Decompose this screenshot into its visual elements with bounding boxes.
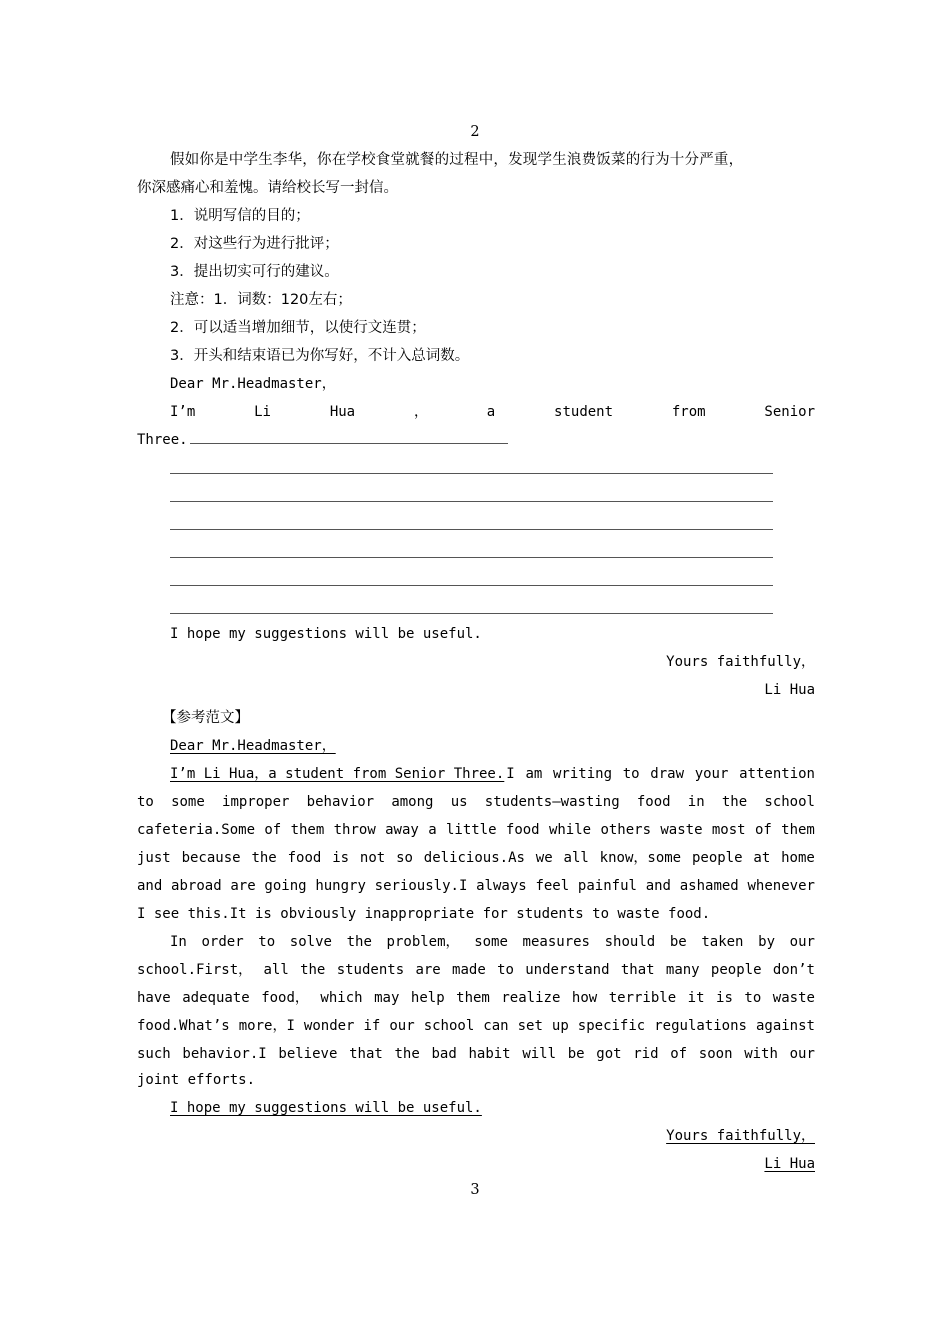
word: measures: [522, 934, 590, 950]
writing-line[interactable]: [170, 557, 773, 558]
sample-heading: 【参考范文】: [162, 710, 249, 726]
word: how: [571, 990, 598, 1006]
word: In: [170, 934, 187, 950]
word: your: [694, 766, 729, 782]
word: terrible: [608, 990, 677, 1006]
word: know，some: [599, 850, 682, 866]
word: all: [263, 962, 289, 978]
writing-line[interactable]: [170, 529, 773, 530]
word: more，I: [238, 1018, 295, 1034]
word: throw: [333, 822, 376, 838]
word: from: [671, 404, 706, 420]
word: such: [137, 1046, 171, 1062]
prompt-paragraph-line: 你深感痛心和羞愧。请给校长写一封信。: [137, 180, 398, 196]
word: among: [391, 794, 434, 810]
writing-line[interactable]: [170, 501, 773, 502]
word: adequate: [182, 990, 250, 1006]
word: not: [359, 850, 386, 866]
word: seriously.I: [374, 878, 468, 894]
word: to: [622, 766, 640, 782]
word: hungry: [315, 878, 366, 894]
word: them: [290, 822, 325, 838]
word: soon: [698, 1046, 733, 1062]
essay-line: [137, 984, 815, 1012]
word: people: [691, 850, 743, 866]
word: to: [497, 962, 514, 978]
word: is: [716, 990, 733, 1006]
word: writing: [553, 766, 613, 782]
word: behavior.I: [182, 1046, 267, 1062]
word: some: [171, 794, 205, 810]
word: rid: [633, 1046, 659, 1062]
essay-line: [137, 816, 815, 844]
word: going: [264, 878, 307, 894]
word: waste: [660, 822, 703, 838]
word: at: [753, 850, 771, 866]
word: up: [551, 1018, 569, 1034]
word: got: [596, 1046, 622, 1062]
word: can: [483, 1018, 509, 1034]
word: by: [758, 934, 775, 950]
word: with: [744, 1046, 778, 1062]
template-opening-end: [137, 426, 508, 454]
word: most: [711, 822, 746, 838]
word: understand: [525, 962, 610, 978]
sample-signoff-row: [137, 1122, 815, 1150]
sample-name-row: [137, 1150, 815, 1178]
word: painful: [577, 878, 637, 894]
requirement-item: 3．提出切实可行的建议。: [170, 264, 339, 280]
word: food: [636, 794, 671, 810]
word: Senior: [764, 404, 815, 420]
note-item: 2．可以适当增加细节，以使行文连贯；: [170, 320, 426, 336]
word: a: [486, 404, 496, 420]
word: the: [346, 934, 372, 950]
word: and: [645, 878, 671, 894]
word: I: [506, 766, 515, 782]
essay-line: [137, 956, 815, 984]
word: will: [522, 1046, 557, 1062]
word: have: [137, 990, 171, 1006]
word: the: [721, 794, 748, 810]
writing-blank[interactable]: [190, 429, 508, 444]
word: all: [563, 850, 589, 866]
word: many: [665, 962, 700, 978]
essay-line: [137, 872, 815, 900]
word: is: [332, 850, 350, 866]
sample-p1-first-line-rest: [506, 760, 815, 788]
template-closing: I hope my suggestions will be useful.: [170, 626, 482, 642]
word: our: [789, 1046, 815, 1062]
word: cafeteria.Some: [137, 822, 256, 838]
word: that: [620, 962, 655, 978]
word: a: [428, 822, 437, 838]
word: our: [789, 934, 815, 950]
word: students—wasting: [484, 794, 620, 810]
word: some: [474, 934, 508, 950]
word: I’m: [170, 404, 196, 420]
sample-closing: I hope my suggestions will be useful.: [170, 1100, 482, 1116]
essay-line: [137, 1012, 815, 1040]
word: food，: [261, 990, 309, 1006]
sample-name: Li Hua: [764, 1156, 815, 1172]
word: ，: [413, 404, 428, 420]
template-opening-line: [170, 398, 815, 426]
word: are: [415, 962, 441, 978]
word: help: [410, 990, 445, 1006]
word: of: [670, 1046, 688, 1062]
sample-p2-last-line: joint efforts.: [137, 1072, 256, 1088]
word: food: [287, 850, 322, 866]
word: feel: [535, 878, 570, 894]
word: wonder: [303, 1018, 355, 1034]
word: behavior: [306, 794, 375, 810]
word: them: [456, 990, 490, 1006]
requirement-item: 1．说明写信的目的；: [170, 208, 310, 224]
sample-p1-first-line: [170, 760, 815, 788]
word: the: [394, 1046, 420, 1062]
essay-line: [137, 788, 815, 816]
word: solve: [289, 934, 332, 950]
template-signoff: Yours faithfully，: [666, 654, 815, 670]
word: it: [687, 990, 705, 1006]
word: the: [300, 962, 326, 978]
writing-line[interactable]: [170, 613, 773, 614]
essay-line: [137, 844, 815, 872]
word: to: [137, 794, 154, 810]
word: we: [535, 850, 553, 866]
sample-salutation: Dear Mr.Headmaster，: [170, 738, 336, 754]
word: should: [604, 934, 656, 950]
word: students: [336, 962, 405, 978]
word: school.First，: [137, 962, 253, 978]
word: others: [600, 822, 652, 838]
word: taken: [701, 934, 744, 950]
word: school: [764, 794, 815, 810]
word: be: [669, 934, 687, 950]
word: little: [445, 822, 497, 838]
word: home: [781, 850, 815, 866]
word: to: [744, 990, 762, 1006]
word: attention: [739, 766, 815, 782]
word: if: [363, 1018, 381, 1034]
word: them: [781, 822, 815, 838]
word: away: [385, 822, 419, 838]
note-item: 注意：1．词数：120左右；: [170, 292, 352, 308]
word: because: [181, 850, 241, 866]
requirement-item: 2．对这些行为进行批评；: [170, 236, 339, 252]
word: people: [710, 962, 762, 978]
word: of: [264, 822, 282, 838]
word: set: [517, 1018, 543, 1034]
note-item: 3．开头和结束语已为你写好，不计入总词数。: [170, 348, 470, 364]
word: of: [754, 822, 772, 838]
sample-p1-last-line: I see this.It is obviously inappropriate for students to waste food.: [137, 906, 711, 922]
word: our: [389, 1018, 415, 1034]
word: order: [201, 934, 244, 950]
word: Li: [254, 404, 271, 420]
page-number-top: 2: [470, 124, 480, 140]
word: are: [230, 878, 256, 894]
opening-end-text: Three.: [137, 432, 188, 448]
word: habit: [468, 1046, 511, 1062]
word: ashamed: [679, 878, 739, 894]
prompt-paragraph-line: 假如你是中学生李华，你在学校食堂就餐的过程中，发现学生浪费饭菜的行为十分严重，: [170, 152, 744, 168]
word: believe: [278, 1046, 338, 1062]
word: bad: [431, 1046, 457, 1062]
writing-line[interactable]: [170, 585, 773, 586]
word: the: [251, 850, 277, 866]
word: to: [258, 934, 276, 950]
word: against: [755, 1018, 815, 1034]
essay-line: [137, 1040, 815, 1068]
word: don’t: [772, 962, 815, 978]
sample-signoff: Yours faithfully，: [666, 1128, 815, 1144]
word: that: [349, 1046, 383, 1062]
word: specific: [577, 1018, 646, 1034]
word: us: [450, 794, 468, 810]
word: whenever: [747, 878, 815, 894]
word: delicious.As: [423, 850, 525, 866]
word: and: [137, 878, 163, 894]
word: so: [396, 850, 413, 866]
word: regulations: [654, 1018, 747, 1034]
template-salutation: Dear Mr.Headmaster，: [170, 376, 336, 392]
word: realize: [501, 990, 561, 1006]
word: improper: [222, 794, 290, 810]
writing-line[interactable]: [170, 473, 773, 474]
page-number-bottom: 3: [470, 1182, 480, 1198]
word: always: [476, 878, 527, 894]
word: while: [548, 822, 592, 838]
template-name: Li Hua: [764, 682, 815, 698]
word: Hua: [329, 404, 356, 420]
word: waste: [772, 990, 815, 1006]
essay-line: [170, 928, 815, 956]
word: school: [423, 1018, 475, 1034]
sample-underlined-intro: I’m Li Hua，a student from Senior Three.: [170, 766, 505, 782]
word: student: [554, 404, 614, 420]
word: draw: [650, 766, 684, 782]
word: food.What’s: [137, 1018, 230, 1034]
word: abroad: [171, 878, 222, 894]
word: food: [505, 822, 540, 838]
word: which: [320, 990, 363, 1006]
word: made: [452, 962, 486, 978]
word: just: [137, 850, 171, 866]
word: be: [567, 1046, 585, 1062]
word: in: [687, 794, 705, 810]
word: problem，: [386, 934, 460, 950]
word: may: [374, 990, 400, 1006]
word: am: [525, 766, 543, 782]
